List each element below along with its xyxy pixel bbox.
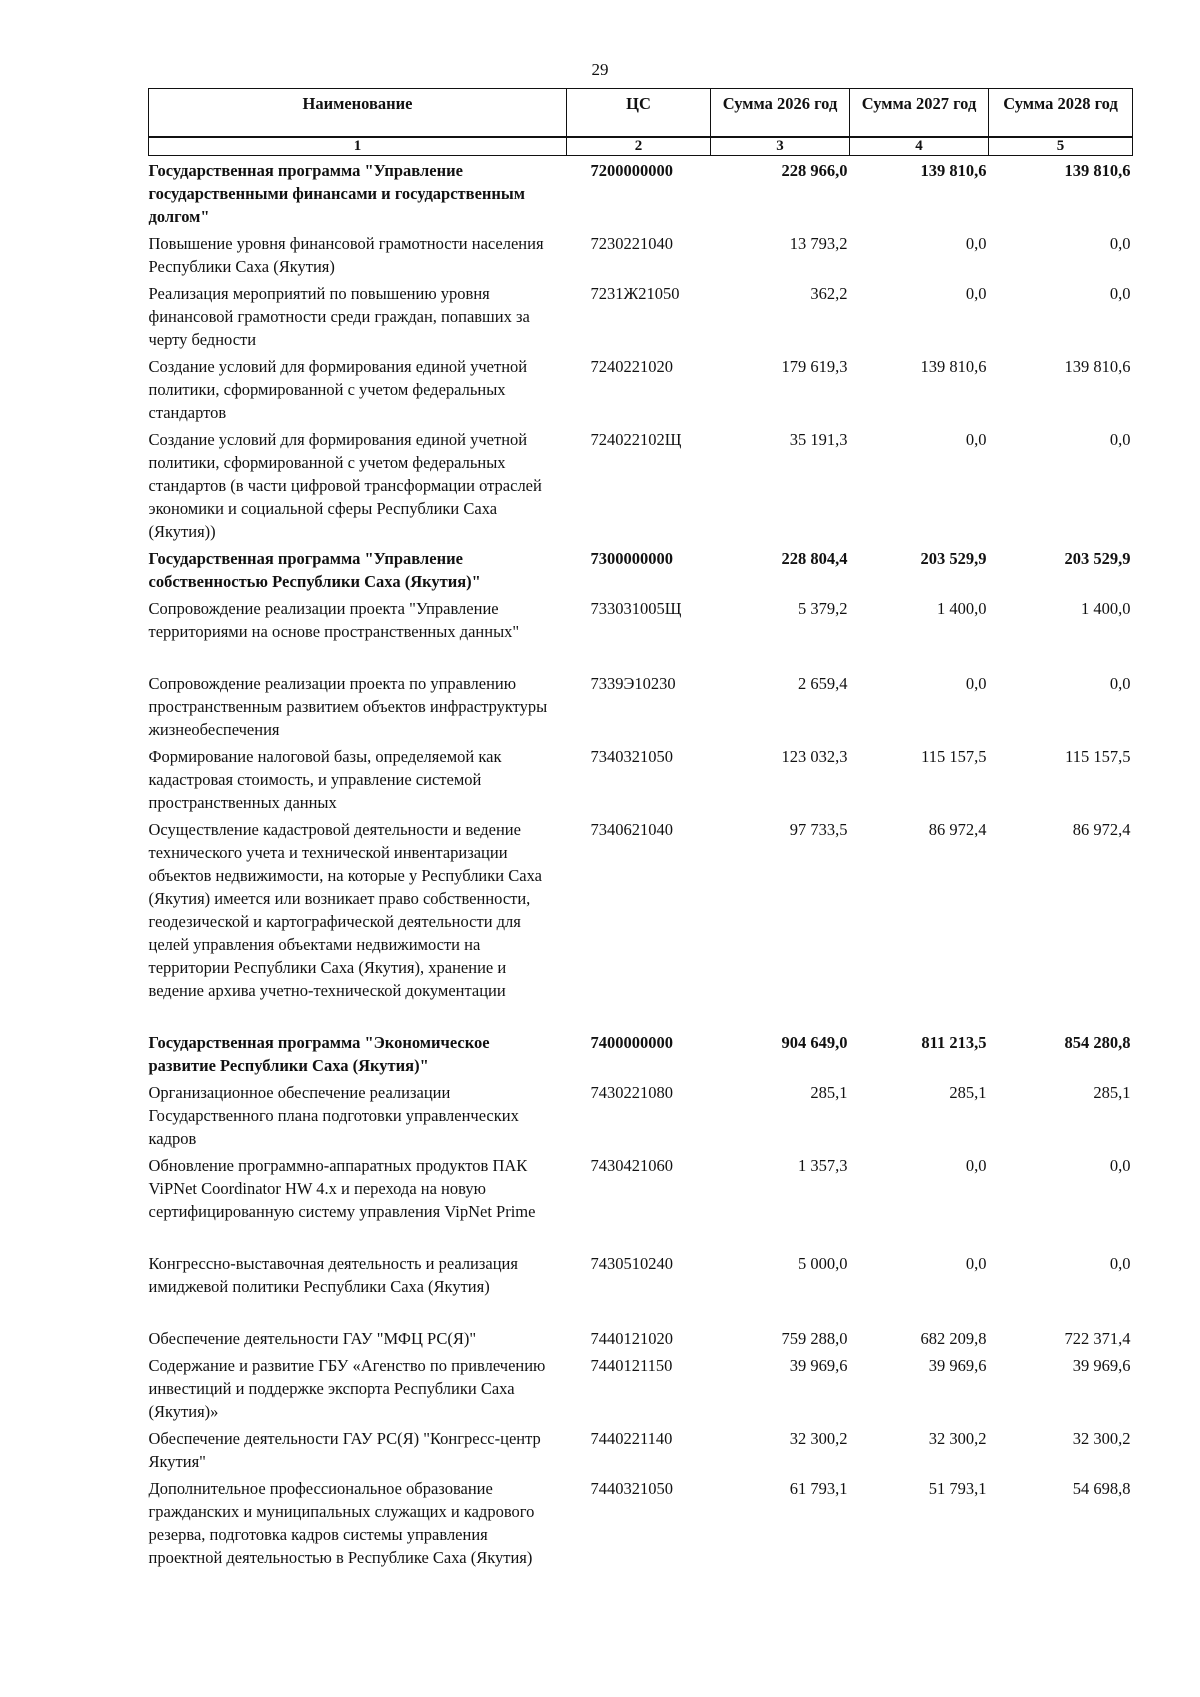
row-sum-2028-cell: 54 698,8 — [1072, 1479, 1131, 1498]
row-sum-2026-cell: 97 733,5 — [789, 820, 848, 839]
row-sum-2026-cell: 32 300,2 — [789, 1429, 848, 1448]
row-name-cell: Создание условий для формирования единой учетной политики, сформированной с учетом федеральных стандартов — [148, 357, 528, 422]
row-sum-2027-cell: 1 400,0 — [937, 599, 987, 618]
table-row — [149, 1078, 1133, 1151]
row-sum-2028-cell: 115 157,5 — [1065, 747, 1131, 766]
row-name-cell: Сопровождение реализации проекта по управлению пространственным развитием объектов инфраструктуры жизнеобеспечения — [148, 674, 548, 739]
budget-table-container — [148, 88, 1132, 1570]
page-number: 29 — [591, 60, 609, 79]
row-sum-2026-cell: 362,2 — [810, 284, 848, 303]
row-name-cell: Повышение уровня финансовой грамотности населения Республики Саха (Якутия) — [148, 234, 544, 276]
table-body — [149, 156, 1133, 1571]
table-row — [149, 742, 1133, 815]
row-code-cell: 733031005Щ — [590, 599, 682, 618]
row-sum-2028-cell: 203 529,9 — [1064, 549, 1131, 568]
row-name-cell: Содержание и развитие ГБУ «Агенство по привлечению инвестиций и поддержке экспорта Республики Саха (Якутия)» — [148, 1356, 546, 1421]
table-row — [149, 279, 1133, 352]
row-sum-2026-cell: 759 288,0 — [781, 1329, 848, 1348]
row-sum-2027-cell: 682 209,8 — [920, 1329, 987, 1348]
row-sum-2028-cell: 722 371,4 — [1064, 1329, 1131, 1348]
row-name-cell: Организационное обеспечение реализации Государственного плана подготовки управленческих кадров — [148, 1083, 519, 1148]
header-row — [149, 89, 1133, 138]
row-sum-2028-cell: 139 810,6 — [1064, 357, 1131, 376]
row-sum-2027-cell: 0,0 — [965, 1156, 987, 1175]
table-row — [149, 425, 1133, 544]
table-row — [149, 352, 1133, 425]
row-code-cell: 724022102Щ — [590, 430, 682, 449]
row-code-cell: 7340621040 — [590, 820, 673, 839]
table-row — [149, 1151, 1133, 1249]
row-name-cell: Государственная программа "Управление государственными финансами и государственным долгом" — [148, 161, 526, 226]
table-row — [149, 1249, 1133, 1324]
row-name-cell: Дополнительное профессиональное образование гражданских и муниципальных служащих и кадрового резерва, подготовка кадров системы управления проектной деятельностью в Республике Саха (Якутия) — [148, 1479, 535, 1567]
row-sum-2028-cell: 139 810,6 — [1064, 161, 1131, 180]
row-sum-2027-cell: 86 972,4 — [928, 820, 987, 839]
row-sum-2026-cell: 904 649,0 — [781, 1033, 848, 1052]
table-row — [149, 1324, 1133, 1351]
column-number: 4 — [850, 137, 989, 156]
table-row — [149, 1424, 1133, 1474]
row-name-cell: Государственная программа "Управление собственностью Республики Саха (Якутия)" — [148, 549, 481, 591]
row-name-cell: Формирование налоговой базы, определяемой как кадастровая стоимость, и управление системой пространственных данных — [148, 747, 502, 812]
row-name-cell: Реализация мероприятий по повышению уровня финансовой грамотности среди граждан, попавших за черту бедности — [148, 284, 530, 349]
row-code-cell: 7240221020 — [590, 357, 673, 376]
row-name-cell: Сопровождение реализации проекта "Управление территориями на основе пространственных данных" — [148, 599, 520, 641]
table-row — [149, 815, 1133, 1028]
row-sum-2028-cell: 0,0 — [1109, 284, 1131, 303]
row-code-cell: 7440221140 — [590, 1429, 673, 1448]
row-sum-2026-cell: 1 357,3 — [798, 1156, 848, 1175]
table-header — [149, 89, 1133, 156]
row-sum-2027-cell: 39 969,6 — [928, 1356, 987, 1375]
row-sum-2028-cell: 0,0 — [1109, 1156, 1131, 1175]
header-2027: Сумма 2027 год — [850, 89, 989, 138]
row-sum-2027-cell: 115 157,5 — [921, 747, 987, 766]
row-sum-2027-cell: 0,0 — [965, 234, 987, 253]
row-sum-2026-cell: 5 000,0 — [798, 1254, 848, 1273]
row-code-cell: 7339Э10230 — [590, 674, 676, 693]
row-name-cell: Осуществление кадастровой деятельности и ведение технического учета и технической инвентаризации объектов недвижимости, на которые у Республики Саха (Якутия) имеется или возникает право собственности, геодезической и картографической деятельности для целей управления объектами недвижимости на территории Республики Саха (Якутия), хранение и ведение архива учетно-технической документации — [148, 820, 542, 1000]
row-name-cell: Обновление программно-аппаратных продуктов ПАК ViPNet Coordinator HW 4.x и перехода на новую сертифицированную систему управления VipNet Prime — [148, 1156, 536, 1221]
row-code-cell: 7300000000 — [590, 549, 673, 568]
column-number: 3 — [711, 137, 850, 156]
row-sum-2027-cell: 0,0 — [965, 674, 987, 693]
column-number: 1 — [149, 137, 567, 156]
row-code-cell: 7400000000 — [590, 1033, 673, 1052]
table-row — [149, 1474, 1133, 1570]
header-code: ЦС — [567, 89, 711, 138]
row-code-cell: 7231Ж21050 — [590, 284, 680, 303]
row-sum-2026-cell: 35 191,3 — [789, 430, 848, 449]
row-code-cell: 7440121020 — [590, 1329, 673, 1348]
table-row — [149, 1028, 1133, 1078]
table-row — [149, 594, 1133, 669]
row-code-cell: 7430421060 — [590, 1156, 673, 1175]
row-code-cell: 7440121150 — [590, 1356, 673, 1375]
row-sum-2028-cell: 39 969,6 — [1072, 1356, 1131, 1375]
row-sum-2028-cell: 854 280,8 — [1064, 1033, 1131, 1052]
row-sum-2026-cell: 13 793,2 — [789, 234, 848, 253]
row-code-cell: 7440321050 — [590, 1479, 673, 1498]
header-2026: Сумма 2026 год — [711, 89, 850, 138]
header-name: Наименование — [149, 89, 567, 138]
table-row — [149, 229, 1133, 279]
row-sum-2028-cell: 285,1 — [1093, 1083, 1131, 1102]
row-sum-2027-cell: 0,0 — [965, 1254, 987, 1273]
row-sum-2028-cell: 0,0 — [1109, 674, 1131, 693]
row-sum-2028-cell: 1 400,0 — [1081, 599, 1131, 618]
header-2028: Сумма 2028 год — [989, 89, 1133, 138]
row-sum-2027-cell: 0,0 — [965, 284, 987, 303]
row-name-cell: Обеспечение деятельности ГАУ "МФЦ РС(Я)" — [148, 1329, 477, 1348]
row-code-cell: 7430510240 — [590, 1254, 673, 1273]
row-sum-2027-cell: 139 810,6 — [920, 357, 987, 376]
row-sum-2027-cell: 51 793,1 — [928, 1479, 987, 1498]
row-sum-2026-cell: 2 659,4 — [798, 674, 848, 693]
row-name-cell: Конгрессно-выставочная деятельность и реализация имиджевой политики Республики Саха (Якутия) — [148, 1254, 518, 1296]
row-name-cell: Создание условий для формирования единой учетной политики, сформированной с учетом федеральных стандартов (в части цифровой трансформации отраслей экономики и социальной сферы Республики Саха (Якутия)) — [148, 430, 542, 541]
row-sum-2027-cell: 139 810,6 — [920, 161, 987, 180]
row-code-cell: 7200000000 — [590, 161, 673, 180]
row-sum-2028-cell: 0,0 — [1109, 430, 1131, 449]
row-sum-2027-cell: 285,1 — [949, 1083, 987, 1102]
row-code-cell: 7430221080 — [590, 1083, 673, 1102]
budget-table — [148, 88, 1133, 1570]
row-sum-2026-cell: 5 379,2 — [798, 599, 848, 618]
row-code-cell: 7230221040 — [590, 234, 673, 253]
row-sum-2026-cell: 179 619,3 — [781, 357, 848, 376]
table-row — [149, 156, 1133, 230]
row-name-cell: Обеспечение деятельности ГАУ РС(Я) "Конгресс-центр Якутия" — [148, 1429, 541, 1471]
row-sum-2026-cell: 123 032,3 — [781, 747, 848, 766]
column-number: 2 — [567, 137, 711, 156]
row-sum-2026-cell: 228 804,4 — [781, 549, 848, 568]
row-sum-2027-cell: 811 213,5 — [921, 1033, 987, 1052]
row-sum-2027-cell: 0,0 — [965, 430, 987, 449]
row-name-cell: Государственная программа "Экономическое развитие Республики Саха (Якутия)" — [148, 1033, 490, 1075]
row-sum-2028-cell: 86 972,4 — [1072, 820, 1131, 839]
row-code-cell: 7340321050 — [590, 747, 673, 766]
table-row — [149, 1351, 1133, 1424]
column-number: 5 — [989, 137, 1133, 156]
row-sum-2026-cell: 228 966,0 — [781, 161, 848, 180]
row-sum-2026-cell: 61 793,1 — [789, 1479, 848, 1498]
row-sum-2028-cell: 0,0 — [1109, 1254, 1131, 1273]
table-row — [149, 669, 1133, 742]
table-row — [149, 544, 1133, 594]
row-sum-2026-cell: 39 969,6 — [789, 1356, 848, 1375]
row-sum-2028-cell: 32 300,2 — [1072, 1429, 1131, 1448]
row-sum-2026-cell: 285,1 — [810, 1083, 848, 1102]
row-sum-2028-cell: 0,0 — [1109, 234, 1131, 253]
row-sum-2027-cell: 203 529,9 — [920, 549, 987, 568]
column-number-row — [149, 137, 1133, 156]
row-sum-2027-cell: 32 300,2 — [928, 1429, 987, 1448]
